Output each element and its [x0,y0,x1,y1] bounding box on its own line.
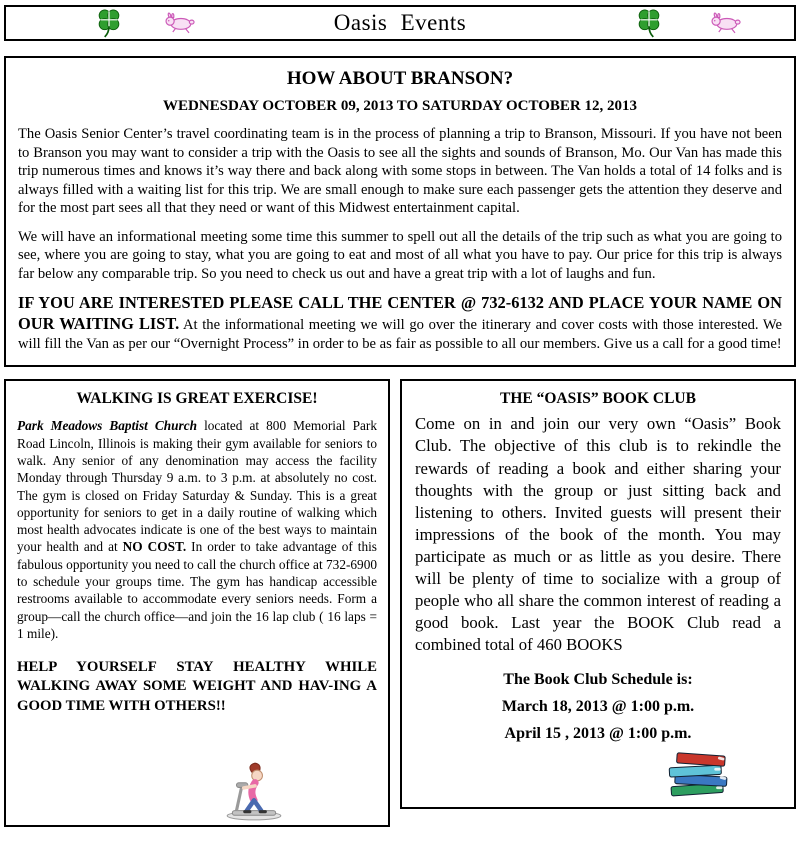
branson-paragraph-3 [18,293,782,353]
book-club-schedule-item: April 15 , 2013 @ 1:00 p.m. [504,724,692,742]
church-name: Park Meadows Baptist Church [17,418,198,434]
book-club-schedule-heading: The Book Club Schedule is: [503,670,693,688]
book-club-title: THE “OASIS” BOOK CLUB [500,390,696,408]
branson-dates: WEDNESDAY OCTOBER 09, 2013 TO SATURDAY OCTOBER 12, 2013 [163,98,637,114]
branson-section [4,56,796,367]
walking-section [4,379,390,827]
walking-body-1: located at 800 Memorial Park Road Lincoln, Illinois is making their gym available for seniors to walk. Any senior of any denomination may access the facility Monday through Thursday 9 a.m. to 3 p.m. at absolutely no cost. The gym is closed on Friday Saturday & Sunday. This is a great opportunity for seniors to get in a daily routine of walking which most health advocates indicate is one of the best ways to maintain your health and at [17,418,377,555]
shamrock-icon [96,8,122,38]
walking-closing: HELP YOURSELF STAY HEALTHY WHILE WALKING AWAY SOME WEIGHT AND HAV-ING A GOOD TIME WITH OTHERS!! [17,659,377,714]
bottom-columns [4,379,796,827]
walking-title: WALKING IS GREAT EXERCISE! [76,390,318,408]
rabbit-icon [162,11,198,35]
no-cost-emphasis: NO COST. [122,539,187,555]
book-club-schedule-item: March 18, 2013 @ 1:00 p.m. [501,697,695,715]
book-club-section [400,379,796,809]
book-club-paragraph: Come on in and join our very own “Oasis” Book Club. The objective of this club is to rekindle the rewards of reading a book and either sharing your thoughts with the group or just sitting back and listening to others. Invited guests will present their impressions of the book of the month. You may participate as much or as little as you desire. There will be plenty of time to socialize with a group of people who all share the common interest of reading a good book. Last year the BOOK Club read a combined total of 460 BOOKS [415,414,781,654]
branson-title: HOW ABOUT BRANSON? [286,68,514,89]
branson-paragraph-1: The Oasis Senior Center’s travel coordinating team is in the process of planning a trip to Branson, Missouri. If you have not been to Branson you may want to consider a trip with the Oasis to see all the sights and sounds of Branson, Mo. Our Van has made this trip numerous times and knows it’s way there and back along with some stops in between. The Van holds a total of 14 folks and is always filled with a waiting list for this trip. We are small enough to make sure each passenger gets the attention they deserve and for the most part sees all that they need or want of this Midwest entertainment capital. [18,126,782,217]
header-bar [4,5,796,41]
walking-body-2: In order to take advantage of this fabulous opportunity you need to call the church office at 732-6900 to schedule your groups time. The gym has handicap accessible restrooms available to accommodate every seniors needs. Form a group—call the church office—and join the 16 lap club ( 16 laps = 1 mile). [17,539,377,641]
rabbit-icon [708,11,744,35]
branson-paragraph-2: We will have an informational meeting some time this summer to spell out all the details of the trip such as what you are going to see, where you are going to stay, what you are going to eat and most of all what you have to pay. Our price for this trip is always far below any comparable trip. So you need to check us out and have a great trip with a lot of laughs and fun. [18,228,782,282]
page-title: Oasis Events [333,10,467,35]
walking-paragraph [17,417,377,642]
book-stack-clipart [662,742,736,802]
branson-paragraph-3-rest: At the informational meeting we will go over the itinerary and cover costs with those interested. We will fill the Van as per our “Overnight Process” in order to be as fair as possible to all our members. Give us a call for a good time! [18,317,782,352]
exercise-figure-clipart [221,758,287,822]
branson-call-to-action: IF YOU ARE INTERESTED PLEASE CALL THE CENTER @ 732-6132 AND PLACE YOUR NAME ON OUR WAITING LIST. [18,293,782,334]
shamrock-icon [636,8,662,38]
